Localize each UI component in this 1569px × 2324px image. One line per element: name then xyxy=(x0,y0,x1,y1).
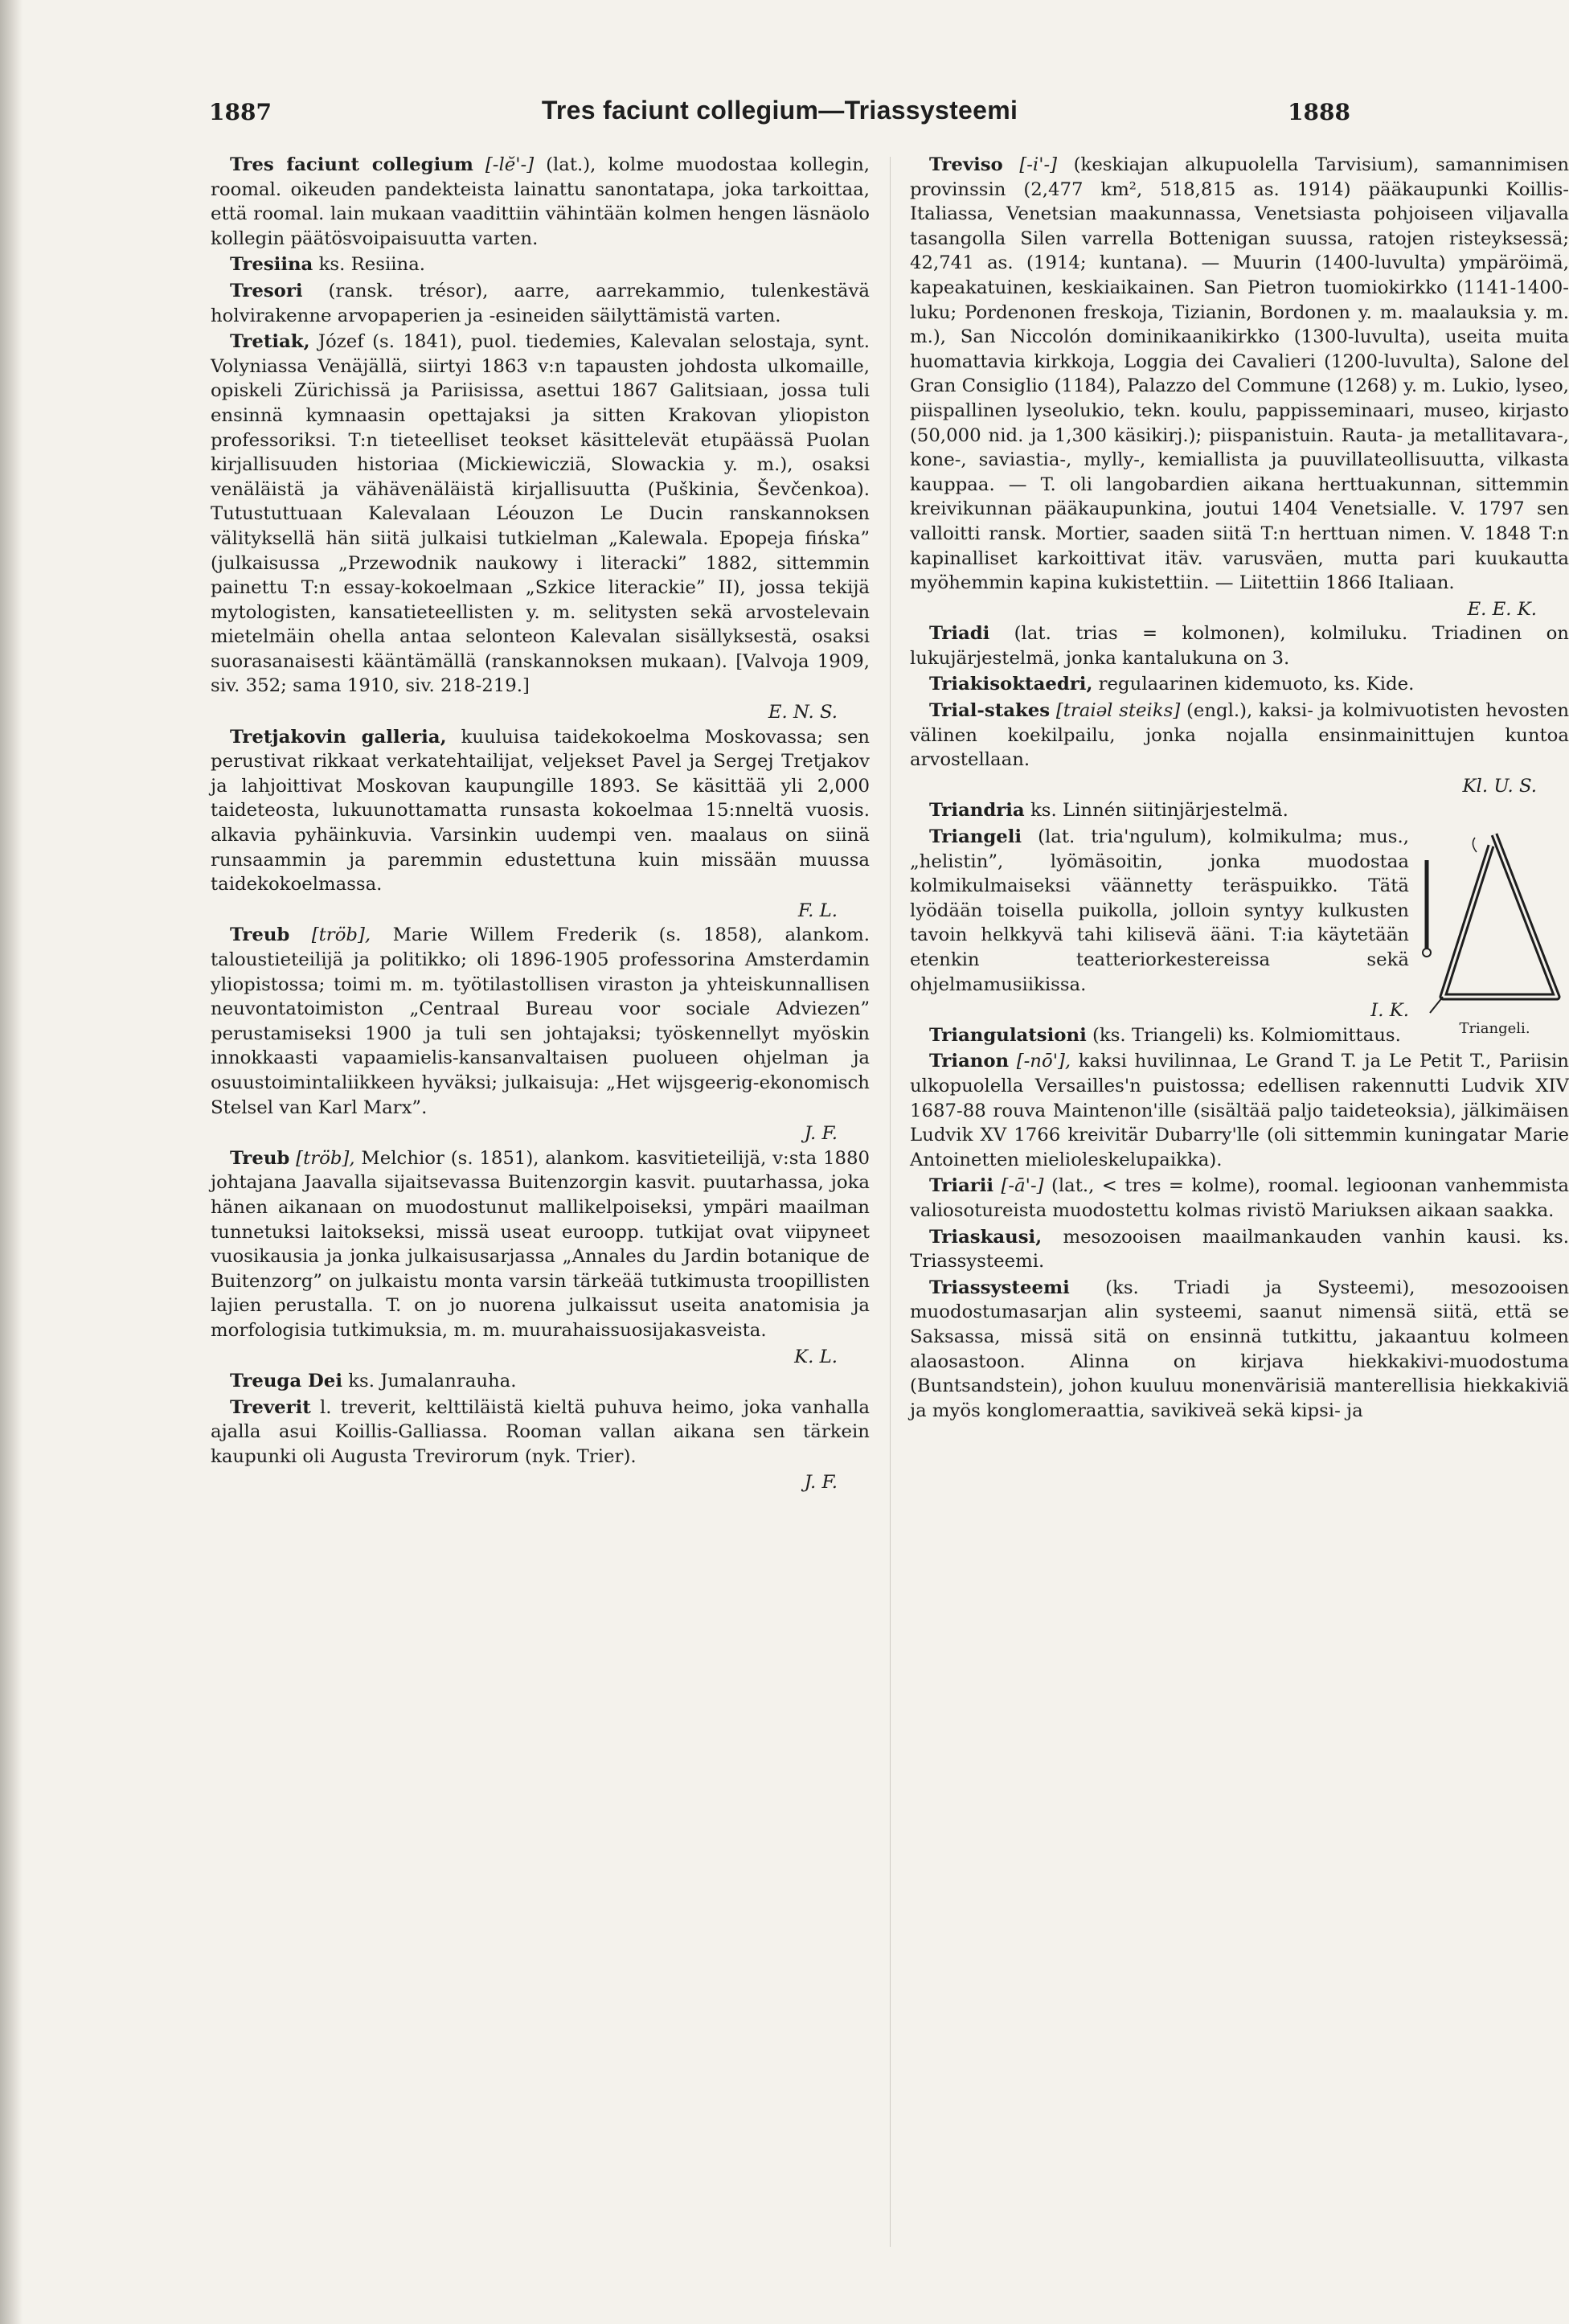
pronunciation: [-i'-] xyxy=(1019,154,1058,175)
column-divider xyxy=(890,157,891,2247)
headword: Trianon xyxy=(929,1051,1010,1072)
entry-text: regulaarinen kidemuoto, ks. Kide. xyxy=(1098,674,1415,695)
entry-triadi xyxy=(910,621,1569,670)
author-signature: J. F. xyxy=(804,1472,838,1494)
entry-treub-marie xyxy=(211,923,870,1120)
entry-text: (ks. Triangeli) ks. Kolmiomittaus. xyxy=(1092,1024,1401,1046)
entry-text: (ks. Triadi ja Systeemi), mesozooisen muodostumasarjan alin systeemi, saanut nimensä siitä, että se Saksassa, missä sitä on ensinnä tutkittu, jakaantuu kolmeen alaosastoon. Alinna on kirjava hiekkakivi-muodostuma (Buntsandstein), johon kuuluu monenvärisiä manterellisia hiekkakiviä ja myös konglomeraattia, savikiveä sekä kipsi- ja xyxy=(910,1277,1569,1421)
headword: Treviso xyxy=(929,154,1003,175)
entry-triarii xyxy=(910,1174,1569,1223)
pronunciation: [traiəl steiks] xyxy=(1055,700,1181,722)
entry-tresiina xyxy=(211,252,870,277)
entry-text: kuuluisa taidekokoelma Moskovassa; sen perustivat rikkaat verkatehtailijat, veljekset Pavel ja Sergej Tretjakov ja lahjoittivat Moskovan kaupungille 1893. Se käsittää yli 2,000 taideteosta, lukuunottamatta runsasta kokoelmaa 15:nneltä vuosis. alkavia pyhäinkuvia. Varsinkin uudempi ven. maalaus on siinä runsaammin ja paremmin edustettuna kuin missään muussa taidekokoelmassa. xyxy=(211,726,870,896)
entry-text: mesozooisen maailmankauden vanhin kausi. ks. Triassysteemi. xyxy=(910,1226,1569,1273)
author-signature: I. K. xyxy=(1370,1000,1409,1022)
running-title: Tres faciunt collegium—Triassysteemi xyxy=(541,96,1018,125)
entry-text: Marie Willem Frederik (s. 1858), alankom. taloustieteilijä ja politikko; oli 1896-1905 professorina Amsterdamin yliopistossa; toimi m. m. työtilastollisen viraston ja yhteiskunnallisen neuvontatoimiston „Centraal Bureau voor sociale Adviezen” perustamiseksi 1900 ja tuli sen johtajaksi; työskennellyt myöskin innokkaasti vapaamielis-kansanvaltaisen puolueen ohjelman ja osuustoimintaliikkeen hyväksi; julkaisuja: „Het wijsgeerig-ekonomisch Stelsel van Karl Marx”. xyxy=(211,924,871,1118)
entry-treverit xyxy=(211,1396,870,1469)
entry-triaskausi xyxy=(910,1225,1569,1274)
page-number-left: 1887 xyxy=(209,99,272,125)
author-signature: E. E. K. xyxy=(1467,598,1537,620)
headword: Trial-stakes xyxy=(929,700,1051,722)
author-signature: J. F. xyxy=(804,1123,838,1145)
entry-text: (engl.), kaksi- ja kolmivuotisten hevosten välinen koekilpailu, jonka nojalla ensinmainittujen kuntoa arvostellaan. xyxy=(910,700,1569,771)
entry-trial-stakes xyxy=(910,699,1569,773)
entry-triakisoktaedri xyxy=(910,672,1569,697)
headword: Triakisoktaedri, xyxy=(929,674,1093,695)
entry-treuga-dei xyxy=(211,1369,870,1394)
entry-text: ks. Resiina. xyxy=(318,254,426,276)
headword: Triandria xyxy=(929,800,1025,822)
pronunciation: [-lĕ'-] xyxy=(485,154,535,175)
entry-text: (lat.), kolme muodostaa kollegin, roomal. oikeuden pandekteista lainattu sanontatapa, joka tarkoittaa, että roomal. lain mukaan vaadittiin vähintään kolmen hengen läsnäolo kollegin päätösvoipaisuutta varten. xyxy=(211,154,871,249)
entry-text: kaksi huvilinnaa, Le Grand T. ja Le Petit T., Pariisin ulkopuolella Versailles'n puistossa; edellisen rakennutti Ludvik XIV 1687-88 rouva Maintenon'ille (sisältää paljo taideteoksia), jälkimäisen Ludvik XV 1766 kreivitär Dubarry'lle (oli sittemmin kuningatar Marie Antoinetten mielioleskelupaikka). xyxy=(910,1051,1569,1170)
headword: Tretjakovin galleria, xyxy=(230,726,447,748)
left-column xyxy=(211,153,870,1495)
entry-tresori xyxy=(211,279,870,328)
entry-triandria xyxy=(910,798,1569,823)
entry-tretjakovin-galleria xyxy=(211,725,870,897)
headword: Triangulatsioni xyxy=(929,1024,1087,1046)
pronunciation: [tröb], xyxy=(296,1147,355,1169)
headword: Triangeli xyxy=(929,826,1022,848)
headword: Tres faciunt collegium xyxy=(230,154,473,175)
pronunciation: [tröb], xyxy=(311,924,371,946)
entry-text: ks. Linnén siitinjärjestelmä. xyxy=(1030,800,1288,822)
entry-text: l. treverit, kelttiläistä kieltä puhuva heimo, joka vanhalla ajalla asui Koillis-Galliassa. Rooman vallan aikana sen tärkein kaupunki oli Augusta Trevirorum (nyk. Trier). xyxy=(211,1396,870,1467)
entry-treub-melchior xyxy=(211,1146,870,1343)
pronunciation: [-nō'], xyxy=(1016,1051,1071,1072)
author-signature: K. L. xyxy=(794,1346,838,1367)
entry-trianon xyxy=(910,1049,1569,1172)
entry-text: Józef (s. 1841), puol. tiedemies, Kalevalan selostaja, synt. Volyniassa Venäjällä, siirtyi 1863 v:n tapausten johdosta ulkomaille, opiskeli Zürichissä ja Pariisissa, asettui 1867 Galitsiaan, jossa tuli ensinnä kymnaasin opettajaksi ja sitten Krakovan yliopiston professoriksi. T:n tieteelliset teokset käsittelevät etupäässä Puolan kirjallisuuden historiaa (Mickiewicziä, Slowackia y. m.), osaksi venäläistä ja vähävenäläistä kirjallisuutta (Puškinia, Ševčenkoa). Tutustuttuaan Kalevalaan Léouzon Le Ducin ranskannoksen välityksellä hän siitä julkaisi tutkielman „Kalewala. Epopeja fińska” (julkaisussa „Przewodnik naukowy i literacki” 1882, sittemmin painettu T:n essay-kokoelmaan „Szkice literackie” II), jossa tekijä mytologisten, kansatieteellisten y. m. selitysten sekä arvostelevain mietelmäin ohella antaa selonteon Kalevalan sisällyksestä, osaksi suorasanaisesti kääntämällä (ranskannoksen mukaan). [Valvoja 1909, siv. 352; sama 1910, siv. 218-219.] xyxy=(211,331,870,697)
page-header xyxy=(209,92,1350,133)
entry-treviso xyxy=(910,153,1569,596)
headword: Triadi xyxy=(929,623,990,645)
triangle-instrument-icon xyxy=(1420,828,1569,1018)
entry-text: (lat. tria'ngulum), kolmikulma; mus., „helistin”, lyömäsoitin, jonka muodostaa kolmikulmaiseksi väännetty teräspuikko. Tätä lyödään toisella puikolla, jolloin syntyy kulkusten tavoin helkkyvä tahi kilisevä ääni. T:ia käytetään etenkin teatteriorkestereissa sekä ohjelmamusiikissa. xyxy=(910,826,1409,995)
page-binding-edge xyxy=(0,0,23,2324)
entry-tres-faciunt xyxy=(211,153,870,251)
entry-text: (ransk. trésor), aarre, aarrekammio, tulenkestävä holvirakenne arvopaperien ja -esineiden säilyttämistä varten. xyxy=(211,280,870,326)
headword: Treverit xyxy=(230,1396,311,1418)
figure-caption: Triangeli. xyxy=(1459,1020,1530,1038)
author-signature: E. N. S. xyxy=(768,702,838,723)
entry-text: (keskiajan alkupuolella Tarvisium), samannimisen provinssin (2,477 km², 518,815 as. 1914) pääkaupunki Koillis-Italiassa, Venetsian maakunnassa, Venetsiasta pohjoiseen viljavalla tasangolla Silen varrella Bottenigan suussa, ratojen risteyksessä; 42,741 as. (1914; kuntana). — Muurin (1400-luvulta) ympäröimä, kapeakatuinen, keskiaikainen. San Pietron tuomiokirkko (1141-1400-luku; Pordenonen freskoja, Tizianin, Bordonen y. m. maalauksia y. m. m.), San Niccolón dominikaanikirkko (1300-luvulta), useita muita huomattavia kirkkoja, Loggia dei Cavalieri (1200-luvulta), Salone del Gran Consiglio (1184), Palazzo del Commune (1268) y. m. Lukio, lyseo, piispallinen lyseolukio, tekn. koulu, pappisseminaari, museo, kirjasto (50,000 nid. ja 1,300 käsikirj.); piispanistuin. Rauta- ja metallitavara-, kone-, saviastia-, mylly-, kemiallista ja puuvillateollisuutta, vilkasta kauppaa. — T. oli langobardien aikana herttuakunnan, sittemmin kreivikunnan pääkaupunkina, joutui 1404 Venetsialle. V. 1797 sen valloitti ransk. Mortier, saaden siitä T:n herttuan nimen. V. 1848 T:n kapinalliset karkoittivat itäv. varusväen, mutta pari kuukautta myöhemmin kapina kukistettiin. — Liitettiin 1866 Italiaan. xyxy=(910,154,1569,594)
entry-text: (lat. trias = kolmonen), kolmiluku. Triadinen on lukujärjestelmä, jonka kantalukuna on 3. xyxy=(910,623,1569,669)
headword: Triarii xyxy=(929,1175,994,1197)
headword: Treub xyxy=(230,924,290,946)
author-signature: F. L. xyxy=(797,900,838,921)
entry-text: (lat., < tres = kolme), roomal. legioonan vanhemmista valiosotureista muodostettu kolmas rivistö Mariuksen aikaan saakka. xyxy=(910,1175,1569,1221)
triangle-figure xyxy=(1420,828,1569,1039)
pronunciation: [-ā'-] xyxy=(1001,1175,1044,1197)
headword: Tresori xyxy=(230,280,303,301)
headword: Treuga Dei xyxy=(230,1371,342,1392)
right-column xyxy=(910,153,1569,1424)
entry-text: ks. Jumalanrauha. xyxy=(348,1371,517,1392)
entry-triassysteemi xyxy=(910,1276,1569,1424)
entry-tretiak xyxy=(211,330,870,699)
headword: Tresiina xyxy=(230,254,313,276)
page-number-right: 1888 xyxy=(1288,99,1350,125)
headword: Treub xyxy=(230,1147,290,1169)
headword: Triassysteemi xyxy=(929,1277,1070,1298)
author-signature: Kl. U. S. xyxy=(1462,775,1537,797)
headword: Triaskausi, xyxy=(929,1226,1043,1248)
entry-text: Melchior (s. 1851), alankom. kasvitieteilijä, v:sta 1880 johtajana Jaavalla sijaitsevassa Buitenzorgin kasvit. puutarhassa, joka hänen aikanaan on muodostunut mallikelpoiseksi, ympäri maailman tunnetuksi laitokseksi, missä useat euroopp. tutkijat ovat viipyneet vuosikausia ja jonka julkaisusarjassa „Annales du Jardin botanique de Buitenzorg” on julkaistu monta varsin tärkeää tutkimusta troopillisten lajien perustalla. T. on jo nuorena julkaissut useita anatomisia ja morfologisia tutkimuksia, m. m. muurahaissuosijakasveista. xyxy=(211,1147,871,1341)
headword: Tretiak, xyxy=(230,331,310,353)
